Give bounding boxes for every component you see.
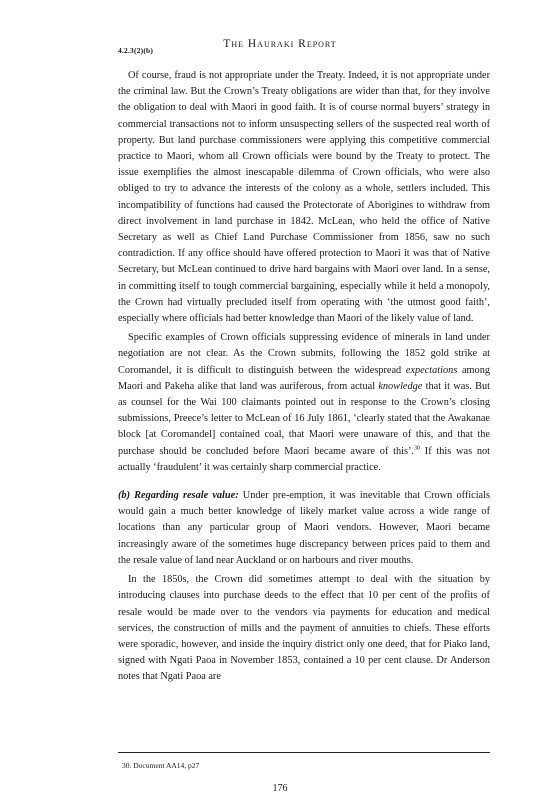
emphasis-expectations: expectations	[405, 364, 458, 376]
footnote-rule	[118, 752, 490, 753]
subheading-resale-value: (b) Regarding resale value:	[118, 490, 239, 502]
section-reference: 4.2.3(2)(b)	[118, 46, 154, 55]
page-header	[0, 38, 560, 60]
paragraph-2-text-c: that it was. But as counsel for the Wai 100 claimants pointed out in response to the Crown’s closing submissions, Preece’s letter to McLean of 16 July 1861, ‘clearly stated that the Awakanae block [at Coromandel] contained coal, that Maori were unaware of this, and that the purchase should be concluded before Maori became aware of this’.	[118, 380, 490, 457]
paragraph-2-text-b: among Maori and Pakeha alike that land was auriferous, from actual	[118, 364, 490, 392]
paragraph-3	[118, 488, 490, 569]
footnote: 30. Document AA14, p27	[122, 761, 200, 770]
paragraph-3-text: Under pre-emption, it was inevitable that Crown officials would gain a much better knowledge of likely market value across a wide range of locations than any particular group of Maori vendors. However, Maori became increasingly aware of the sometimes huge discrepancy between prices paid to them and the resale value of land near Auckland or on harbours and river mouths.	[118, 490, 490, 566]
paragraph-2-text-a: Specific examples of Crown officials suppressing evidence of minerals in land under negotiation are not clear. As the Crown submits, following the 1852 gold strike at Coromandel, it is difficult to distinguish between the widespread	[118, 332, 490, 376]
paragraph-1: Of course, fraud is not appropriate under the Treaty. Indeed, it is not appropriate under the criminal law. But the Crown’s Treaty obligations are wider than that, for they involve the obligation to deal with Maori in good faith. It is of course normal buyers’ strategy in commercial transactions not to inform unsuspecting sellers of the suspected real worth of property. But land purchase commissioners were applying this competitive commercial practice to Maori, whom all Crown officials were bound by the Treaty to protect. The issue exemplifies the almost inescapable dilemma of Crown officials, who were also obliged to try to advance the interests of the colony as a whole, settlers included. This incompatibility of functions had caused the Protectorate of Aborigines to withdraw from direct involvement in land purchase in 1842. McLean, who held the office of Native Secretary as well as Chief Land Purchase Commissioner from 1856, saw no such contradiction. If any office should have offered protection to Maori it was that of Native Secretary, but McLean continued to drive hard bargains with Maori over land. In a sense, in committing itself to tough commercial bargaining, especially while it held a monopoly, the Crown had virtually precluded itself from operating with ‘the utmost good faith’, especially where officials had better knowledge than Maori of the likely value of land.	[118, 70, 490, 325]
emphasis-knowledge: knowledge	[378, 380, 423, 392]
running-title: The Hauraki Report	[223, 38, 337, 50]
footnote-marker: 30	[414, 445, 420, 452]
paragraph-4: In the 1850s, the Crown did sometimes attempt to deal with the situation by introducing clauses into purchase deeds to the effect that 10 per cent of the profits of resale would be made over to the vendors via payments for education and medical services, the construction of mills and the payment of annuities to chiefs. These efforts were sporadic, however, and inside the inquiry district only one deed, that for Piako land, signed with Ngati Paoa in November 1853, contained a 10 per cent clause. Dr Anderson notes that Ngati Paoa are	[118, 574, 490, 683]
body-text	[118, 68, 490, 686]
paragraph-2-text-d: If this was not actually ‘fraudulent’ it was certainly sharp commercial practice.	[118, 445, 491, 473]
page-number: 176	[272, 783, 288, 794]
paragraph-2	[118, 330, 490, 476]
